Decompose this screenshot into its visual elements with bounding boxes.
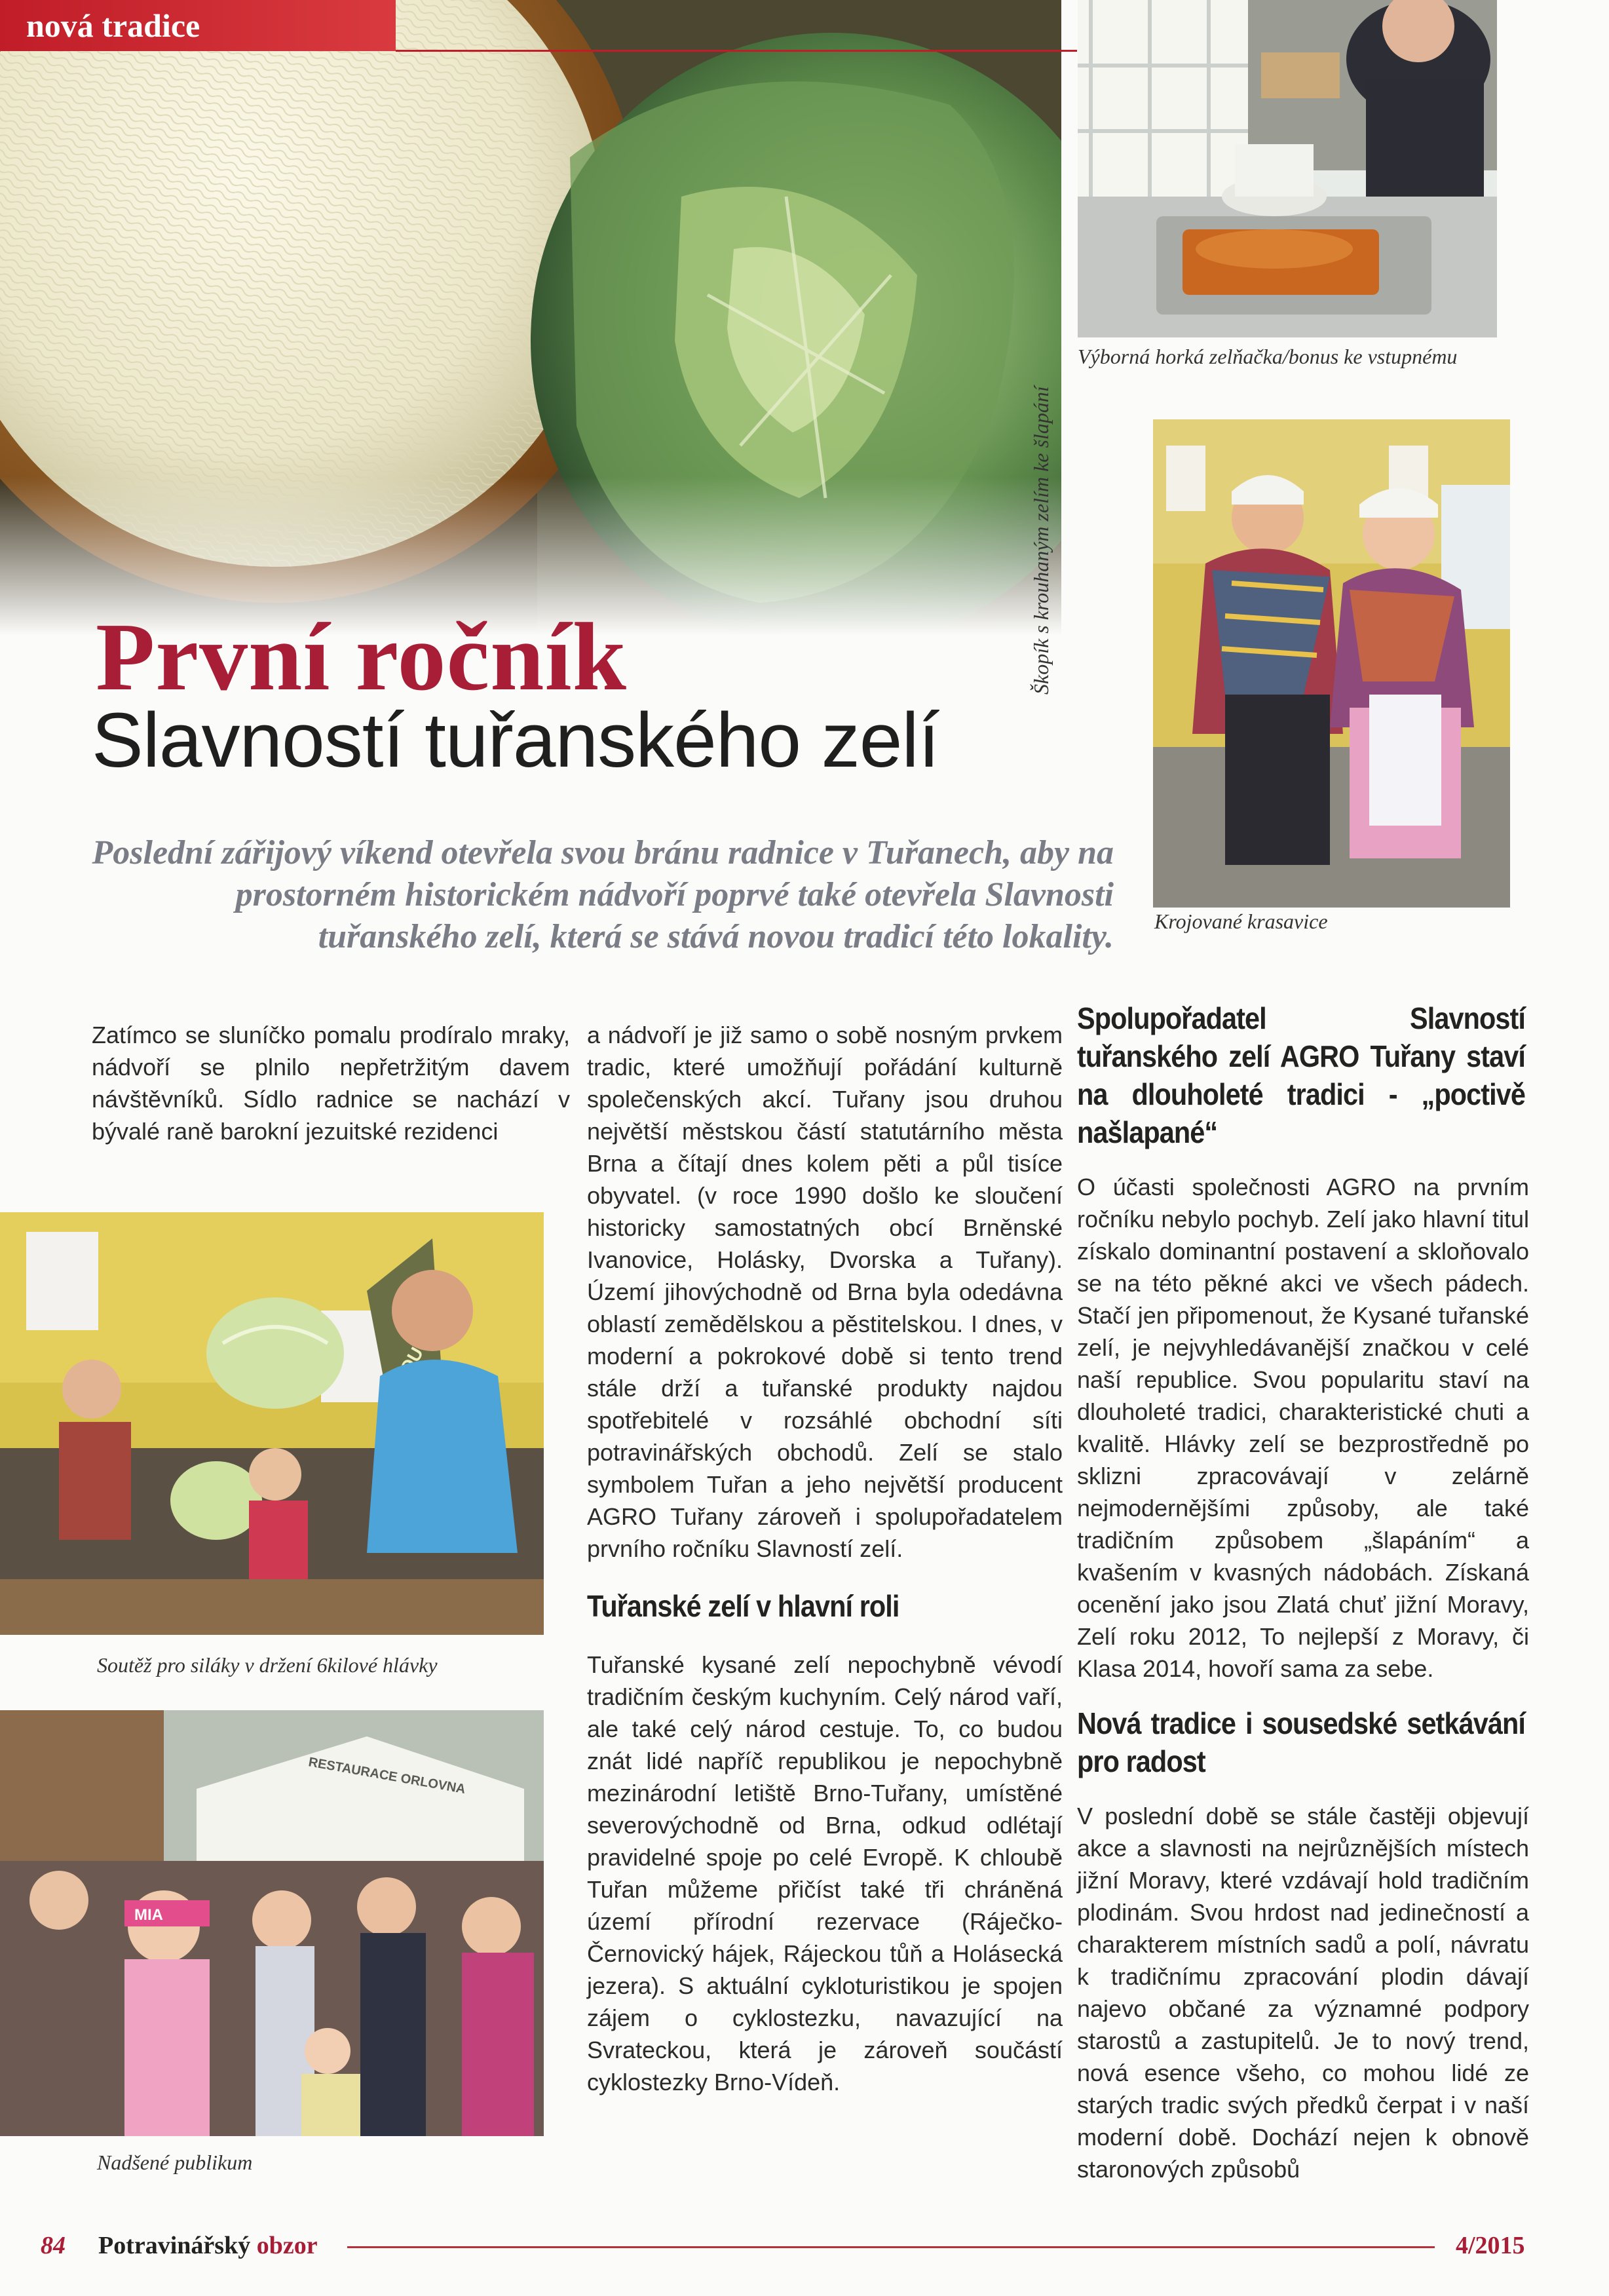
footer-rule <box>347 2246 1435 2248</box>
photo-strongman <box>0 1212 544 1635</box>
col2-paragraph-2: Tuřanské kysané zelí nepochybně vévodí tradičním českým kuchyním. Celý národ vaří, ale také celý národ cestuje. To, co budou znát lidé napříč republikou je nepochybně mezinárodní letiště Brno-Tuřany, umístěné severovýchodně od Brna, odkud odlétají pravidelné spoje po celé Evropě. K chloubě Tuřan můžeme přičíst také tři chráněná území přírodní rezervace (Ráječko-Černovický hájek, Rájeckou tůň a Holásecká jezera). S aktuální cykloturistikou je spojen zájem o cyklostezku, navazující na Svrateckou, která je zároveň součástí cyklostezky Brno-Vídeň. <box>587 1651 1063 2095</box>
hero-photo-illustration <box>0 0 1061 636</box>
issue-number: 4/2015 <box>1456 2232 1525 2259</box>
col3-heading-2: Nová tradice i sousedské setkávání pro radost <box>1077 1706 1525 1778</box>
title-line1: První ročník <box>96 603 627 711</box>
photo-soup <box>1078 0 1497 337</box>
vertical-caption <box>1029 380 1053 695</box>
col2-text <box>587 1019 1063 2115</box>
photo-audience <box>0 1710 544 2136</box>
lead-paragraph: Poslední zářijový víkend otevřela svou bránu radnice v Tuřanech, aby na prostorném historickém nádvoří poprvé také otevřela Slavnosti tuřanského zelí, která se stává novou tradicí této lokality. <box>92 834 1114 955</box>
col1-paragraph: Zatímco se sluníčko pomalu prodíralo mraky, nádvoří se plnilo nepřetržitým davem návštěvníků. Sídlo radnice se nachází v bývalé raně barokní jezuitské rezidenci <box>92 1022 570 1145</box>
magazine-name-b: obzor <box>256 2232 318 2259</box>
vertical-caption-text: Škopík s krouhaným zelím ke šlapání <box>1029 386 1053 695</box>
caption-strongman: Soutěž pro siláky v držení 6kilové hlávky <box>97 1653 438 1677</box>
caption-soup: Výborná horká zelňačka/bonus ke vstupnému <box>1078 345 1458 368</box>
col3-paragraph-2: V poslední době se stále častěji objevují akce a slavnosti na nejrůznějších místech jižní Moravy, které vzdávají hold tradičním plodinám. Svou hrdost nad jedinečností a charakterem místních sadů a polí, návratu k tradičnímu zpracování plodin dávají najevo občané za významné podpory starostů a zastupitelů. Je to nový trend, nová esence všeho, co mohou lidé ze starých tradic svých předků čerpat i v naší moderní době. Dochází nejen k obnově staronových způsobů <box>1077 1803 1529 2183</box>
hero-photo-cabbage <box>0 0 1061 636</box>
title-line2: Slavností tuřanského zelí <box>92 697 939 784</box>
photo-strongman-illustration <box>0 1212 544 1635</box>
caption-audience: Nadšené publikum <box>97 2151 253 2174</box>
col1-text <box>92 1019 570 1164</box>
caption-costumes: Krojované krasavice <box>1154 909 1328 933</box>
photo-cap-text: MIA <box>134 1906 163 1924</box>
photo-costumes-illustration <box>1153 419 1510 908</box>
section-tag: nová tradice <box>0 0 396 51</box>
col2-heading: Tuřanské zelí v hlavní roli <box>587 1589 899 1623</box>
photo-soup-illustration <box>1078 0 1497 337</box>
col3-text <box>1077 999 1529 2202</box>
magazine-name <box>98 2231 318 2260</box>
photo-audience-illustration <box>0 1710 544 2136</box>
magazine-name-a: Potravinářský <box>98 2232 251 2259</box>
col2-paragraph-1: a nádvoří je již samo o sobě nosným prvkem tradic, které umožňují pořádání kulturně společenských akcí. Tuřany jsou druhou největší městskou částí statutárního města Brna a čítají dnes kolem pěti a půl tisíce obyvatel. (v roce 1990 došlo ke sloučení historicky samostatných obcí Brněnské Ivanovice, Holásky, Dvorska a Tuřany). Území jihovýchodně od Brna byla odedávna oblastí zemědělskou a pěstitelskou. I dnes, v moderní a pokrokové době si tento trend stále drží a tuřanské produkty najdou spotřebitelé v rozsáhlé obchodní síti potravinářských obchodů. Zelí se stalo symbolem Tuřan a jeho největší producent AGRO Tuřany zároveň i spolupořadatelem prvního ročníku Slavností zelí. <box>587 1022 1063 1562</box>
col3-heading-1: Spolupořadatel Slavností tuřanského zelí AGRO Tuřany staví na dlouholeté tradici - „poctivě našlapané“ <box>1077 1001 1525 1149</box>
page-number: 84 <box>41 2232 66 2259</box>
photo-costumes <box>1153 419 1510 908</box>
col3-paragraph-1: O účasti společnosti AGRO na prvním ročníku nebylo pochyb. Zelí jako hlavní titul získalo dominantní postavení a skloňovalo se na této pěkné akci ve všech pádech. Stačí jen připomenout, že Kysané tuřanské zelí, je nejvyhledávanější značkou v celé naší republice. Svou popularitu staví na dlouholeté tradici, charakteristické chuti a kvalitě. Hlávky zelí se bezprostředně po sklizni zpracovávají v zelárně nejmodernějšími způsoby, ale také tradičním způsobem „šlapáním“ a kvašením v kvasných nádobách. Získaná ocenění jako jsou Zlatá chuť jižní Moravy, Zelí roku 2012, To nejlepší z Moravy, či Klasa 2014, hovoří sama za sebe. <box>1077 1174 1529 1682</box>
photo-sign-text: RESTAURACE ORLOVNA <box>307 1755 467 1797</box>
section-rule <box>396 50 1077 52</box>
